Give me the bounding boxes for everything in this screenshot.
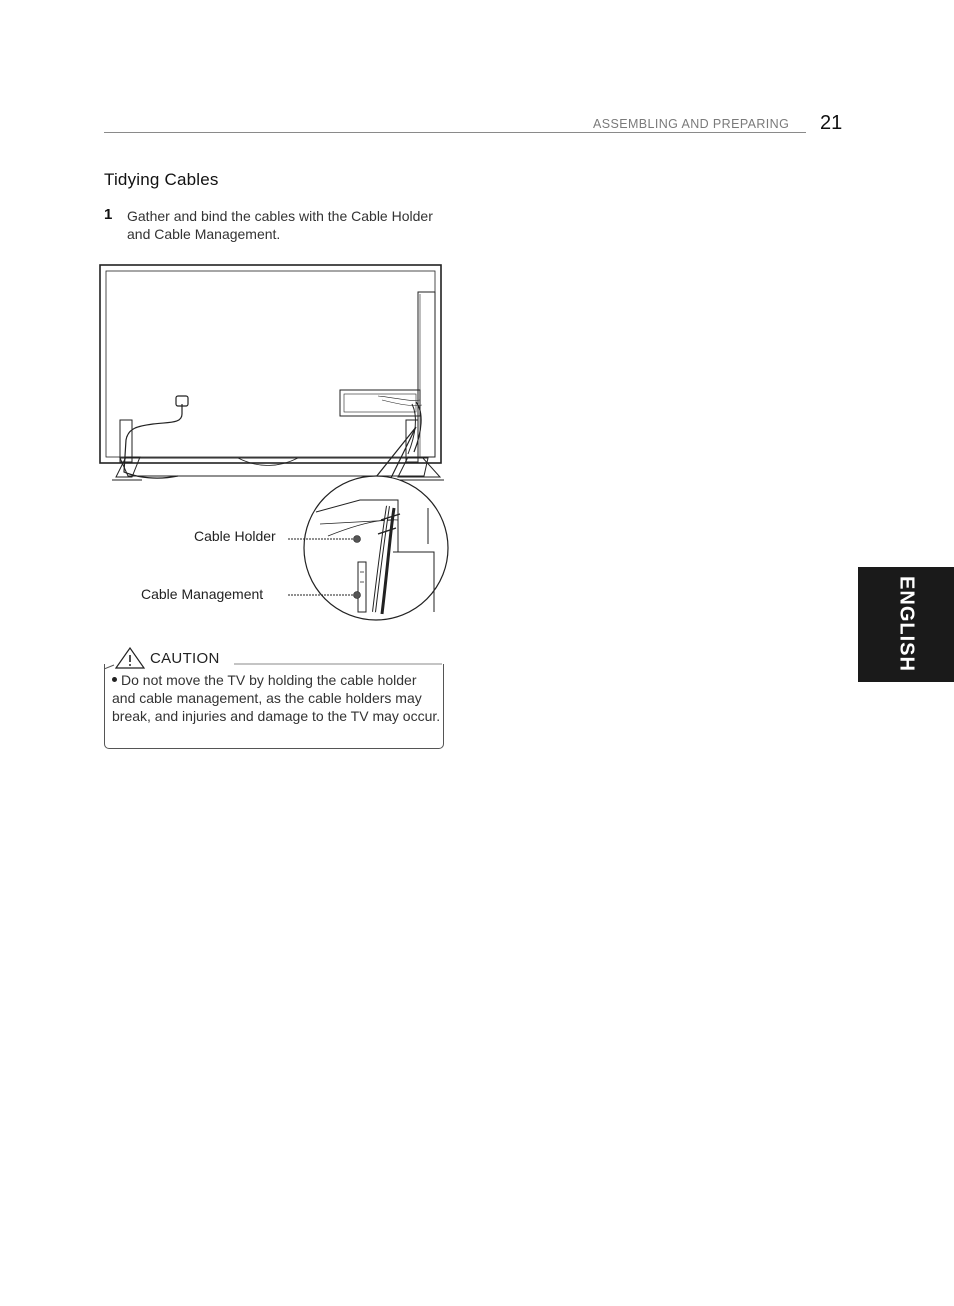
- left-stand: [112, 420, 142, 480]
- bullet-icon: [112, 677, 117, 682]
- header-rule: [104, 132, 806, 133]
- right-stand: [394, 420, 444, 480]
- step-number: 1: [104, 206, 113, 223]
- caution-text: [112, 671, 442, 725]
- cable-management-label: Cable Management: [141, 586, 264, 602]
- page-number: 21: [820, 112, 843, 134]
- tv-back-panel-inner: [106, 271, 435, 457]
- tv-bottom-bar: [120, 458, 428, 476]
- page-title: Tidying Cables: [104, 170, 219, 189]
- step-text: Gather and bind the cables with the Cable Holder and Cable Management.: [127, 208, 433, 242]
- tv-cable-illustration: [98, 262, 454, 626]
- caution-title: CAUTION: [150, 650, 220, 667]
- caution-header: [104, 647, 444, 671]
- tv-back-panel: [100, 265, 441, 463]
- cable-management-marker: [354, 592, 361, 599]
- tv-side-housing: [418, 292, 435, 457]
- zoom-detail: [304, 476, 448, 620]
- cable-holder-marker: [354, 536, 361, 543]
- left-cable: [124, 404, 182, 478]
- language-tab-label: ENGLISH: [895, 576, 918, 672]
- section-title: ASSEMBLING AND PREPARING: [593, 117, 790, 131]
- cable-holder-label: Cable Holder: [194, 528, 276, 544]
- caution-body: Do not move the TV by holding the cable holder and cable management, as the cable holders may break, and injuries and damage to the TV may occur.: [112, 672, 441, 724]
- language-tab: [858, 567, 954, 682]
